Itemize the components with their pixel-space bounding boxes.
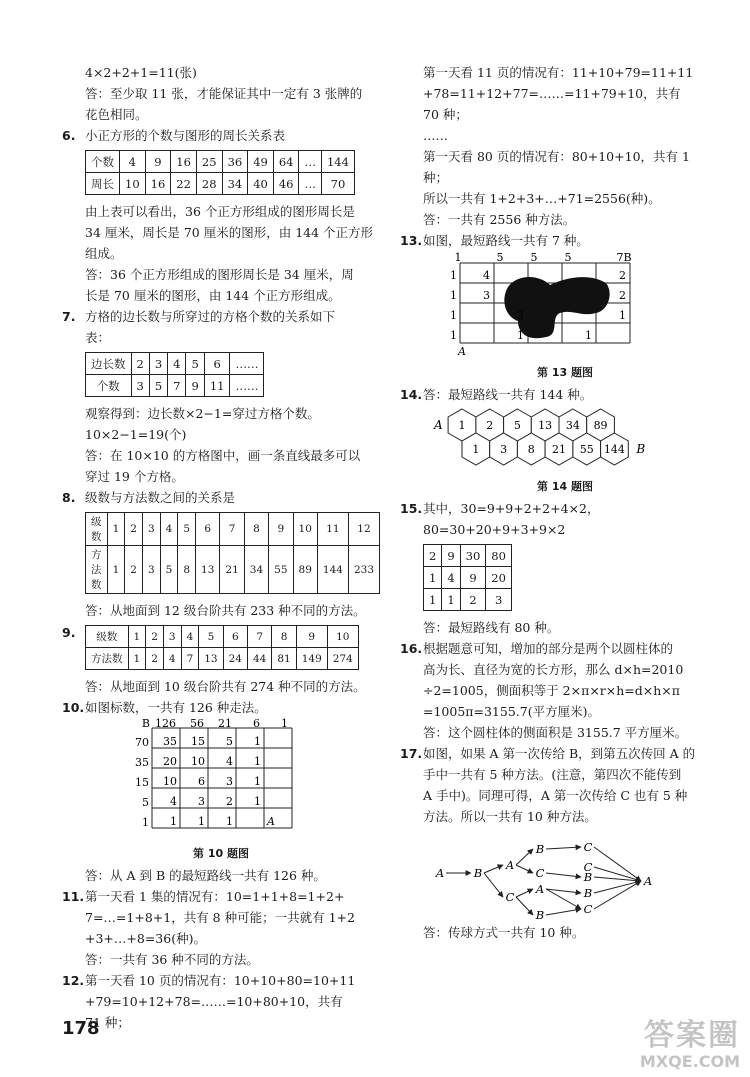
question-title: 级数与方法数之间的关系是 [85,490,236,505]
text-line: 观察得到：边长数×2−1=穿过方格个数。 [85,406,320,421]
grid-label: 1 [281,718,288,730]
hexagon-label: 89 [593,419,608,432]
grid-label: 5 [496,251,504,264]
table-cell: 274 [327,648,358,670]
table-cell: 81 [272,648,296,670]
question-number: 17. [400,746,423,761]
question-14 [400,384,730,405]
question-number: 16. [400,641,423,656]
arrow [594,881,641,893]
table-cell: 8 [178,546,196,594]
table-cell: 46 [273,173,299,195]
table-cell: …… [230,375,264,397]
arrow [484,865,503,873]
table-cell: 4 [120,151,146,173]
grid-label: 15 [191,735,205,748]
question-13 [400,230,730,251]
hexagon-label: 34 [565,419,580,432]
watermark-url: MXQE.COM [639,1052,740,1071]
node-label: B [583,886,593,900]
grid-label: 4 [226,755,233,768]
perimeter-table [85,150,355,195]
grid-label: 70 [135,736,149,749]
table-row [86,648,359,670]
hexagon-label: 1 [472,443,480,456]
table-cell: 11 [204,375,230,397]
grid-label: 1 [170,815,177,828]
text-line: 第一天看 11 页的情况有：11+10+79=11+11 [423,65,694,80]
table-cell: 1 [128,626,146,648]
grid-label: 1 [454,251,462,264]
text-line: 10×2−1=19(个) [85,427,187,442]
stairs-table-10 [85,625,359,670]
arrow [516,849,533,865]
table-cell: 6 [196,513,220,546]
grid-label: 1 [254,795,261,808]
table-cell: 7 [220,513,244,546]
grid-label: 1 [226,815,233,828]
question-number: 11. [62,889,85,904]
table-cell: 1 [424,567,442,589]
grid-label: 4 [483,269,490,282]
grid-label: 56 [190,718,204,730]
node-label: A [643,874,653,888]
table-cell: 2 [146,626,164,648]
table-cell: 4 [181,626,199,648]
hexagon-label: 8 [527,443,535,456]
table-cell: 级数 [86,626,129,648]
grid-label: 5 [530,251,538,264]
hexagon-label: 5 [513,419,521,432]
watermark-logo: 答案圈 [644,1018,740,1053]
text-line: 高为长、直径为宽的长方形，那么 d×h=2010 [423,662,684,677]
node-label: C [583,840,593,854]
table-cell: 1 [107,513,125,546]
grid-label: 3 [198,795,205,808]
figure-caption: 第 13 题图 [537,366,593,379]
question-number: 8. [62,490,76,505]
question-10 [62,697,380,718]
arrow [594,881,641,909]
question-title: 如图标数，一共有 126 种走法。 [85,700,267,715]
table-cell: 5 [160,546,178,594]
answer-line: 答：这个圆柱体的侧面积是 3155.7 平方厘米。 [423,725,688,740]
grid-label: 35 [163,735,177,748]
question-text: 其中，30=9+9+2+2+4×2， [423,501,600,516]
node-label: A [505,858,515,872]
table-row [424,589,512,611]
grid-label: 1 [254,775,261,788]
table-cell: 6 [223,626,247,648]
right-column [400,62,730,943]
table-row [86,151,355,173]
table-cell: 36 [222,151,248,173]
table-cell: 30 [460,545,486,567]
question-12 [62,970,380,991]
text-line: 80=30+20+9+3+9×2 [423,522,566,537]
grid-label: 1 [619,309,626,322]
hexagon-label: 144 [603,443,625,456]
arrow [484,873,503,897]
table-cell: 7 [248,626,272,648]
table-cell: 34 [244,546,268,594]
grid-label: 15 [135,776,149,789]
arrow [516,865,533,873]
table-cell: 周长 [86,173,120,195]
hexagon-label: 3 [500,443,508,456]
table-cell: 22 [171,173,197,195]
table-cell: 5 [178,513,196,546]
left-column [62,62,380,1033]
grid-label: B [141,718,150,730]
grid-label: 3 [483,289,490,302]
text-line: 手中一共有 5 种方法。(注意，第四次不能传到 [423,767,682,782]
table-cell: 个数 [86,151,120,173]
table-cell: 44 [248,648,272,670]
text-line: +3+…+8=36(种)。 [85,931,206,946]
grid-label: A [458,345,466,358]
table-cell: 方法数 [86,546,108,594]
text-line: 表： [85,330,111,345]
table-cell: 2 [146,648,164,670]
grid-label: 1 [585,329,592,342]
grid-label: 20 [163,755,177,768]
grid-label: 1 [198,815,205,828]
answer-line: 答：36 个正方形组成的图形周长是 34 厘米，周 [85,267,354,282]
question-number: 7. [62,309,76,324]
answer-line: 答：一共有 36 种不同的方法。 [85,952,259,967]
table-cell: 89 [293,546,317,594]
table-row [86,375,264,397]
arrow [546,909,581,915]
table-cell: 40 [248,173,274,195]
table-cell: 10 [293,513,317,546]
table-cell: 3 [149,353,167,375]
question-text: 根据题意可知，增加的部分是两个以圆柱体的 [423,641,674,656]
table-cell: 233 [348,546,379,594]
table-row [86,173,355,195]
figure-caption: 第 10 题图 [193,847,249,860]
text-line: A 手中)。同理可得，A 第一次传给 C 也有 5 种 [423,788,688,803]
question-7 [62,306,380,327]
table-cell: 个数 [86,375,132,397]
table-cell: 144 [321,151,354,173]
table-row [86,546,380,594]
table-cell: 16 [145,173,171,195]
answer-line: 花色相同。 [85,107,148,122]
table-cell: 4 [168,353,186,375]
table-cell: 10 [120,173,146,195]
node-label: C [583,902,593,916]
page-number: 178 [62,1018,100,1039]
table-cell: 3 [131,375,149,397]
text-line: 由上表可以看出，36 个正方形组成的图形周长是 [85,204,355,219]
table-cell: 4 [442,567,460,589]
table-cell: 9 [186,375,204,397]
node-label: B [583,870,593,884]
watermark [640,1020,740,1071]
text-line: 方法。所以一共有 10 种方法。 [423,809,597,824]
table-cell: 2 [131,353,149,375]
table-cell: 70 [321,173,354,195]
grid-label: 1 [450,329,457,342]
grid-label: 4 [170,795,177,808]
hexagon-label: 21 [551,443,566,456]
table-cell: 5 [149,375,167,397]
table-cell: 5 [186,353,204,375]
grid-label: 5 [564,251,572,264]
text-line: ÷2=1005，侧面积等于 2×π×r×h=d×h×π [423,683,680,698]
table-cell: 8 [272,626,296,648]
answer-line: 答：至少取 11 张，才能保证其中一定有 3 张牌的 [85,86,363,101]
grid-label: 6 [198,775,205,788]
table-row [424,567,512,589]
text-line: 70 种； [423,107,468,122]
table-cell: 方法数 [86,648,129,670]
table-cell: 21 [220,546,244,594]
answer-line: 答：最短路线有 80 种。 [423,620,560,635]
question-17 [400,743,730,764]
table-row [424,545,512,567]
arrow [546,873,581,877]
table-cell: 9 [442,545,460,567]
grid-label: 10 [163,775,177,788]
grid-label: 6 [253,718,260,730]
question-9 [62,625,380,670]
table-cell: 1 [442,589,460,611]
text-line: 71 种； [85,1015,130,1030]
table-cell: 级数 [86,513,108,546]
answer-line: 穿过 19 个方格。 [85,469,184,484]
grid-label: 1 [254,755,261,768]
text-line: +79=10+12+78=……=10+80+10，共有 [85,994,343,1009]
node-label: A [435,866,445,880]
route-grid-figure [400,251,730,359]
point-label: B [636,442,646,456]
arrow [546,847,581,849]
question-number: 14. [400,387,423,402]
question-11 [62,886,380,907]
table-cell: 2 [125,513,143,546]
grid-label: 2 [619,269,626,282]
question-title: 小正方形的个数与图形的周长关系表 [85,128,286,143]
arrow [594,847,641,881]
question-title: 答：最短路线一共有 144 种。 [423,387,593,402]
table-cell: 2 [424,545,442,567]
grid-label: A [267,815,275,828]
answer-line: 答：传球方式一共有 10 种。 [423,925,585,940]
grid-label: 2 [619,289,626,302]
node-label: C [535,866,545,880]
table-cell: 20 [486,567,512,589]
hexagon-label: 1 [458,419,466,432]
grid-label: 35 [135,756,149,769]
grid-label: 1 [450,269,457,282]
text-line: …… [423,128,448,143]
table-cell: … [299,151,322,173]
question-number: 9. [62,625,76,640]
grid-label: 1 [517,329,524,342]
question-number: 15. [400,501,423,516]
text-line: 所以一共有 1+2+3+…+71=2556(种)。 [423,191,661,206]
table-cell: 1 [107,546,125,594]
grid-label: 1 [450,309,457,322]
table-cell: 4 [163,648,181,670]
answer-line: 长是 70 厘米的图形，由 144 个正方形组成。 [85,288,341,303]
grid-label: 1 [142,816,149,829]
question-title: 如图，最短路线一共有 7 种。 [423,233,589,248]
table-cell: …… [230,353,264,375]
question-15 [400,498,730,519]
text-line: 种； [423,170,449,185]
table-cell: 边长数 [86,353,132,375]
grid-label: 5 [226,735,233,748]
table-cell: 1 [424,589,442,611]
text-line: =1005π=3155.7(平方厘米)。 [423,704,600,719]
question-number: 6. [62,128,76,143]
table-cell: 24 [223,648,247,670]
table-cell: 3 [142,546,160,594]
table-row [86,513,380,546]
table-cell: … [299,173,322,195]
table-cell: 9 [145,151,171,173]
stairs-table-12 [85,512,380,594]
hexagon-route-figure [400,405,730,473]
question-text: 第一天看 1 集的情况有：10=1+1+8=1+2+ [85,889,345,904]
node-label: C [583,860,593,874]
table-row [86,626,359,648]
table-cell: 8 [244,513,268,546]
node-label: A [535,882,545,896]
answer-line: 答：从 A 到 B 的最短路线一共有 126 种。 [85,868,326,883]
question-title: 方格的边长数与所穿过的方格个数的关系如下 [85,309,336,324]
grid-label: 2 [226,795,233,808]
text-line: 组成。 [85,246,123,261]
table-row [86,353,264,375]
text-line: 7=…=1+8+1，共有 8 种可能；一共就有 1+2 [85,910,355,925]
table-cell: 5 [199,626,223,648]
route-count-table [423,544,512,611]
table-cell: 3 [486,589,512,611]
node-label: B [535,908,545,919]
table-cell: 80 [486,545,512,567]
grid-label: 21 [218,718,232,730]
answer-line: 答：在 10×10 的方格图中，画一条直线最多可以 [85,448,361,463]
arrow [516,889,533,897]
table-cell: 2 [460,589,486,611]
table-cell: 49 [248,151,274,173]
table-cell: 16 [171,151,197,173]
hexagon-label: 13 [538,419,553,432]
figure-caption: 第 14 题图 [537,480,593,493]
table-cell: 3 [163,626,181,648]
table-cell: 11 [317,513,348,546]
answer-line: 答：一共有 2556 种方法。 [423,212,576,227]
question-8 [62,487,380,508]
hexagon-label: 2 [486,419,494,432]
table-cell: 149 [296,648,327,670]
table-cell: 2 [125,546,143,594]
grid-label: 126 [155,718,176,730]
text-line: 34 厘米，周长是 70 厘米的图形，由 144 个正方形 [85,225,374,240]
arrow [516,897,533,915]
table-cell: 25 [196,151,222,173]
question-6 [62,125,380,146]
text-line: +78=11+12+77=……=11+79+10，共有 [423,86,681,101]
grid-label: 7B [616,251,632,264]
question-text: 第一天看 10 页的情况有：10+10+80=10+11 [85,973,356,988]
node-label: B [535,842,545,856]
table-cell: 9 [296,626,327,648]
point-label: A [434,418,443,432]
table-cell: 28 [196,173,222,195]
question-number: 12. [62,973,85,988]
text-line: 4×2+2+1=11(张) [85,65,197,80]
text-line: 第一天看 80 页的情况有：80+10+10，共有 1 [423,149,690,164]
node-label: B [473,866,483,880]
question-16 [400,638,730,659]
grid-label: 1 [254,735,261,748]
path-count-grid-figure [62,718,380,840]
question-number: 13. [400,233,423,248]
grid-label: 2 [517,309,524,322]
hexagon-label: 55 [579,443,594,456]
ball-passing-diagram [400,827,730,919]
question-number: 10. [62,700,85,715]
table-cell: 34 [222,173,248,195]
grid-label: 1 [450,289,457,302]
node-label: C [505,890,515,904]
grid-label: 3 [226,775,233,788]
table-cell: 7 [181,648,199,670]
table-cell: 1 [128,648,146,670]
table-cell: 10 [327,626,358,648]
table-cell: 13 [196,546,220,594]
grid-label: 10 [191,755,205,768]
table-cell: 55 [269,546,293,594]
table-cell: 144 [317,546,348,594]
answer-line: 答：从地面到 10 级台阶共有 274 种不同的方法。 [85,679,366,694]
table-cell: 3 [142,513,160,546]
table-cell: 9 [460,567,486,589]
table-cell: 4 [160,513,178,546]
question-text: 如图，如果 A 第一次传给 B，到第五次传回 A 的 [423,746,696,761]
grid-side-table [85,352,264,397]
grid-label: 5 [142,796,149,809]
table-cell: 64 [273,151,299,173]
table-cell: 13 [199,648,223,670]
table-cell: 6 [204,353,230,375]
table-cell: 7 [168,375,186,397]
answer-line: 答：从地面到 12 级台阶共有 233 种不同的方法。 [85,603,366,618]
table-cell: 12 [348,513,379,546]
table-cell: 9 [269,513,293,546]
